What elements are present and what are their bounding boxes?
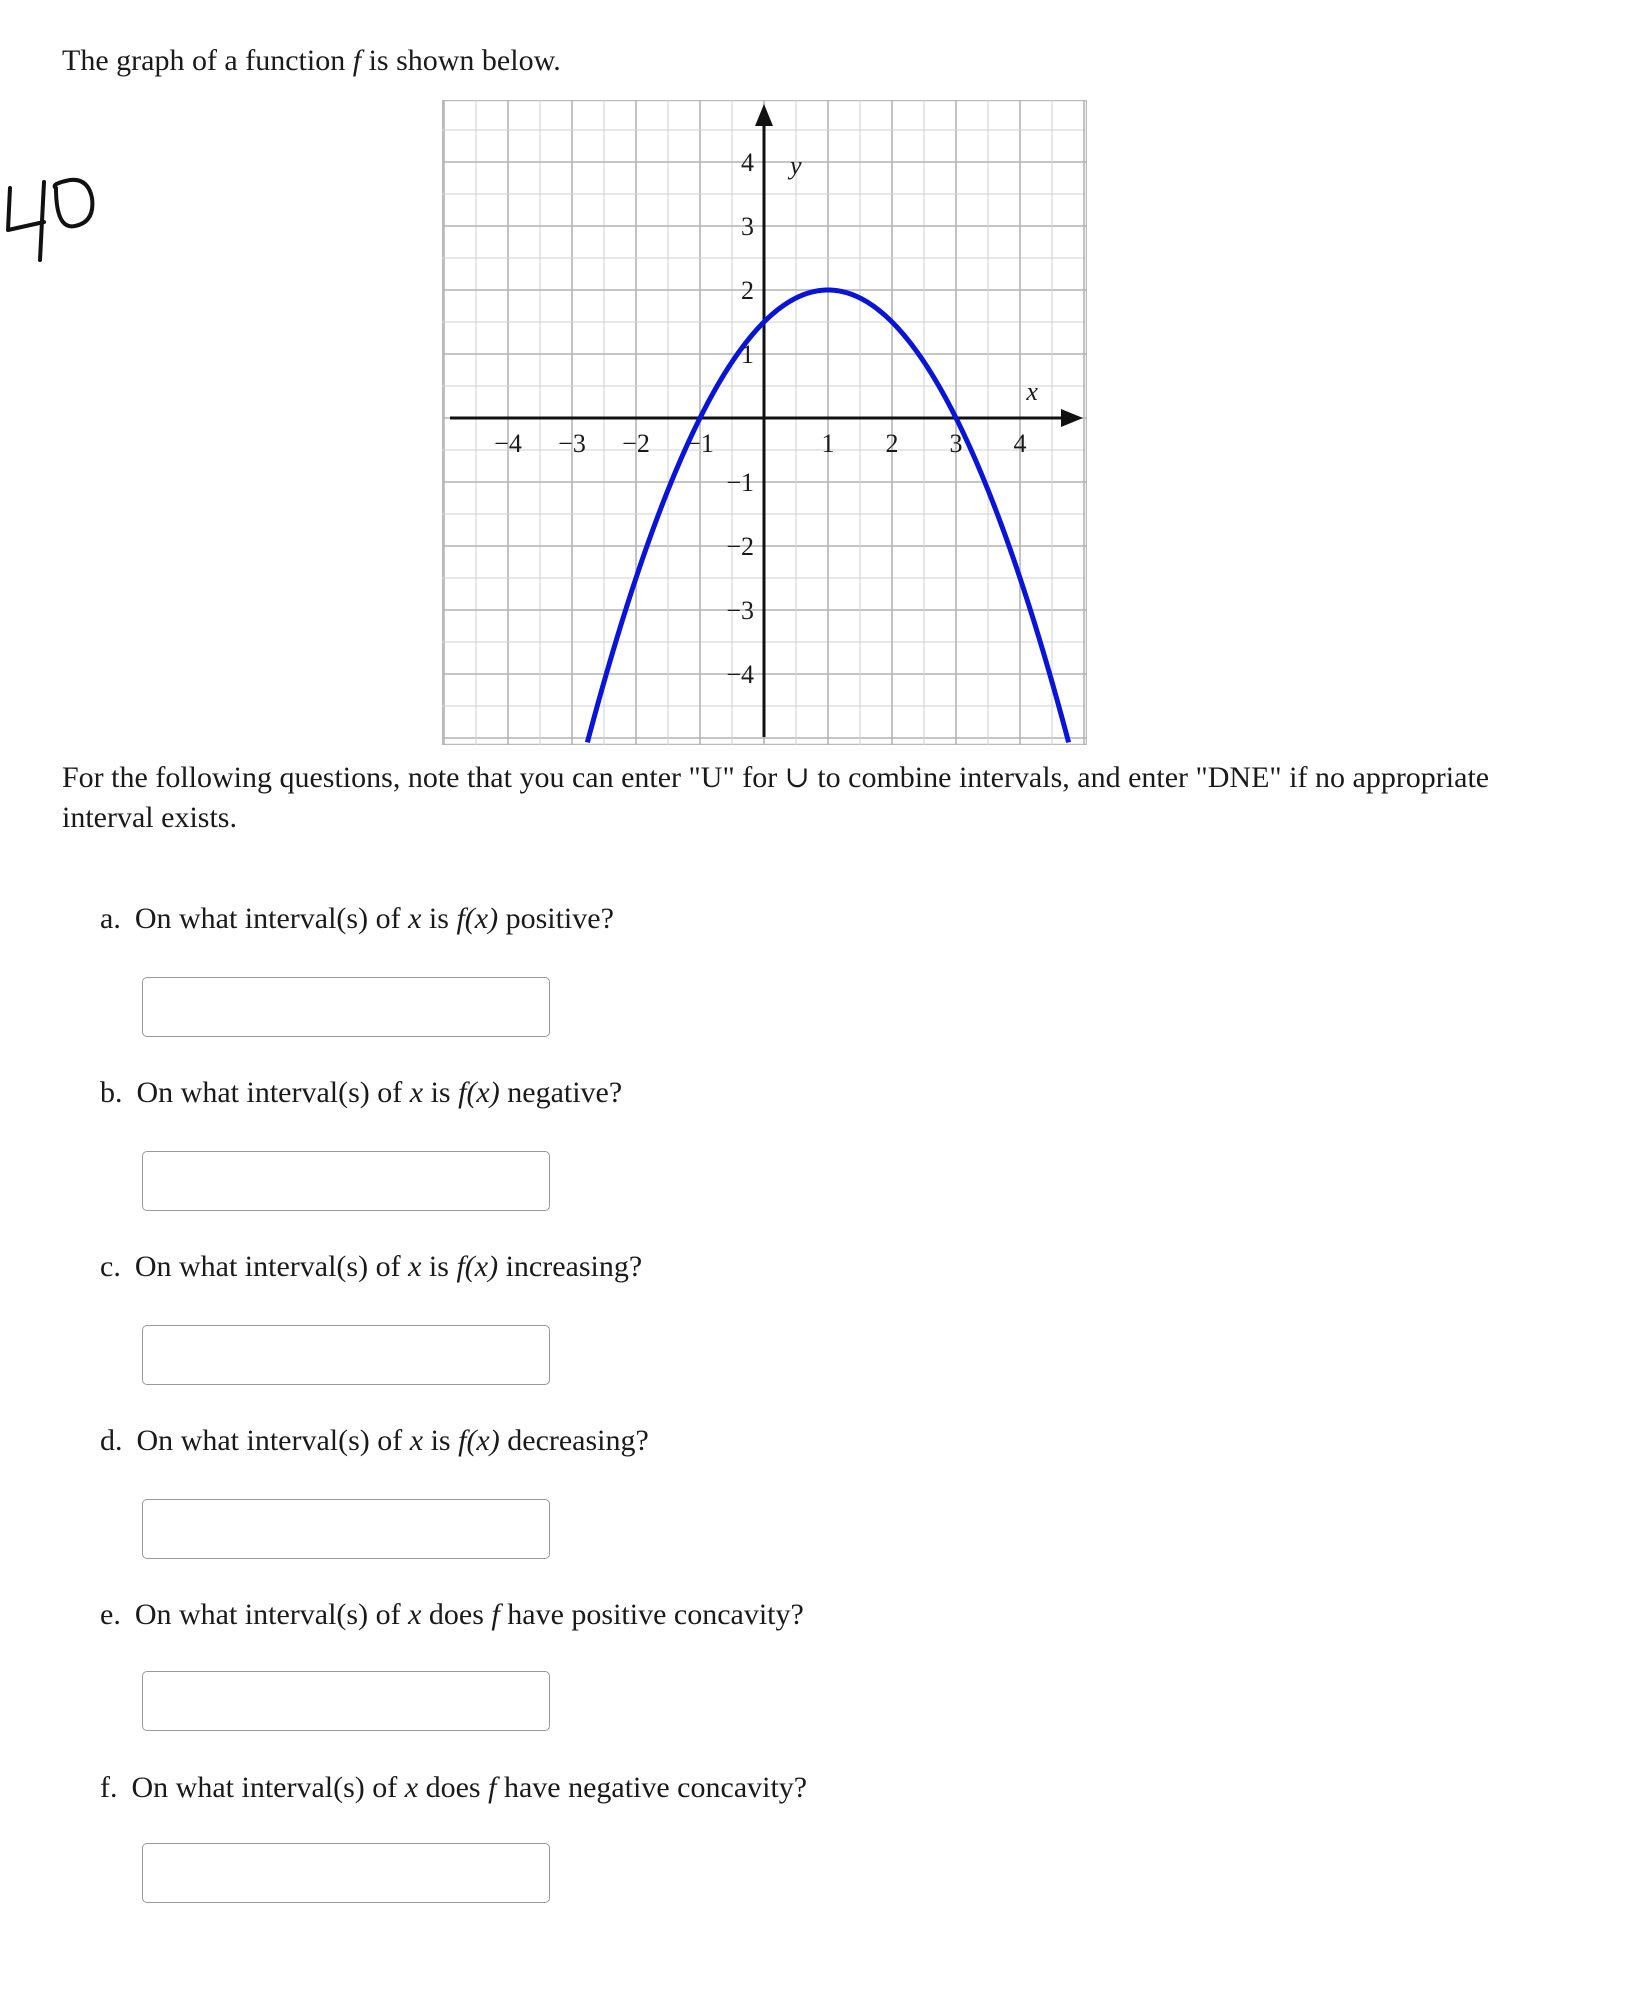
y-tick-label: 2: [741, 276, 754, 305]
y-tick-label: −1: [726, 468, 754, 497]
y-tick-label: 4: [741, 148, 754, 177]
answer-input-a[interactable]: [142, 977, 550, 1037]
x-tick-label: 3: [949, 429, 963, 458]
answer-input-e[interactable]: [142, 1671, 550, 1731]
y-tick-label: −4: [726, 660, 754, 689]
y-axis-arrow-icon: [755, 104, 773, 126]
answer-input-d[interactable]: [142, 1499, 550, 1559]
intro-text: The graph of a function f is shown below.: [62, 44, 561, 77]
instructions-note: For the following questions, note that you can enter "U" for ∪ to combine intervals, and enter "DNE" if no appropriate interval exists.: [62, 761, 1490, 834]
y-tick-label: 1: [741, 340, 754, 369]
question-e: e. On what interval(s) of x does f have positive concavity?: [100, 1598, 804, 1631]
x-tick-label: 1: [821, 429, 835, 458]
function-graph: [442, 100, 1087, 745]
x-tick-label: −4: [494, 429, 522, 458]
x-axis-arrow-icon: [1061, 409, 1083, 427]
answer-input-f[interactable]: [142, 1843, 550, 1903]
handwritten-mark-icon: [0, 160, 110, 270]
question-a: a. On what interval(s) of x is f(x) positive?: [100, 902, 614, 935]
function-symbol: f: [352, 44, 362, 77]
question-b: b. On what interval(s) of x is f(x) negative?: [100, 1076, 623, 1109]
question-d: d. On what interval(s) of x is f(x) decreasing?: [100, 1424, 649, 1457]
x-tick-label: −2: [622, 429, 650, 458]
question-f: f. On what interval(s) of x does f have negative concavity?: [100, 1771, 808, 1804]
x-tick-label: −1: [686, 429, 714, 458]
answer-input-c[interactable]: [142, 1325, 550, 1385]
y-tick-label: 3: [741, 212, 754, 241]
x-tick-label: −3: [558, 429, 586, 458]
y-tick-label: −3: [726, 596, 754, 625]
y-tick-label: −2: [726, 532, 754, 561]
y-axis-label: y: [790, 151, 802, 180]
x-tick-label: 2: [885, 429, 899, 458]
x-tick-label: 4: [1013, 429, 1027, 458]
answer-input-b[interactable]: [142, 1151, 550, 1211]
question-c: c. On what interval(s) of x is f(x) increasing?: [100, 1250, 643, 1283]
x-axis-label: x: [1026, 377, 1038, 406]
